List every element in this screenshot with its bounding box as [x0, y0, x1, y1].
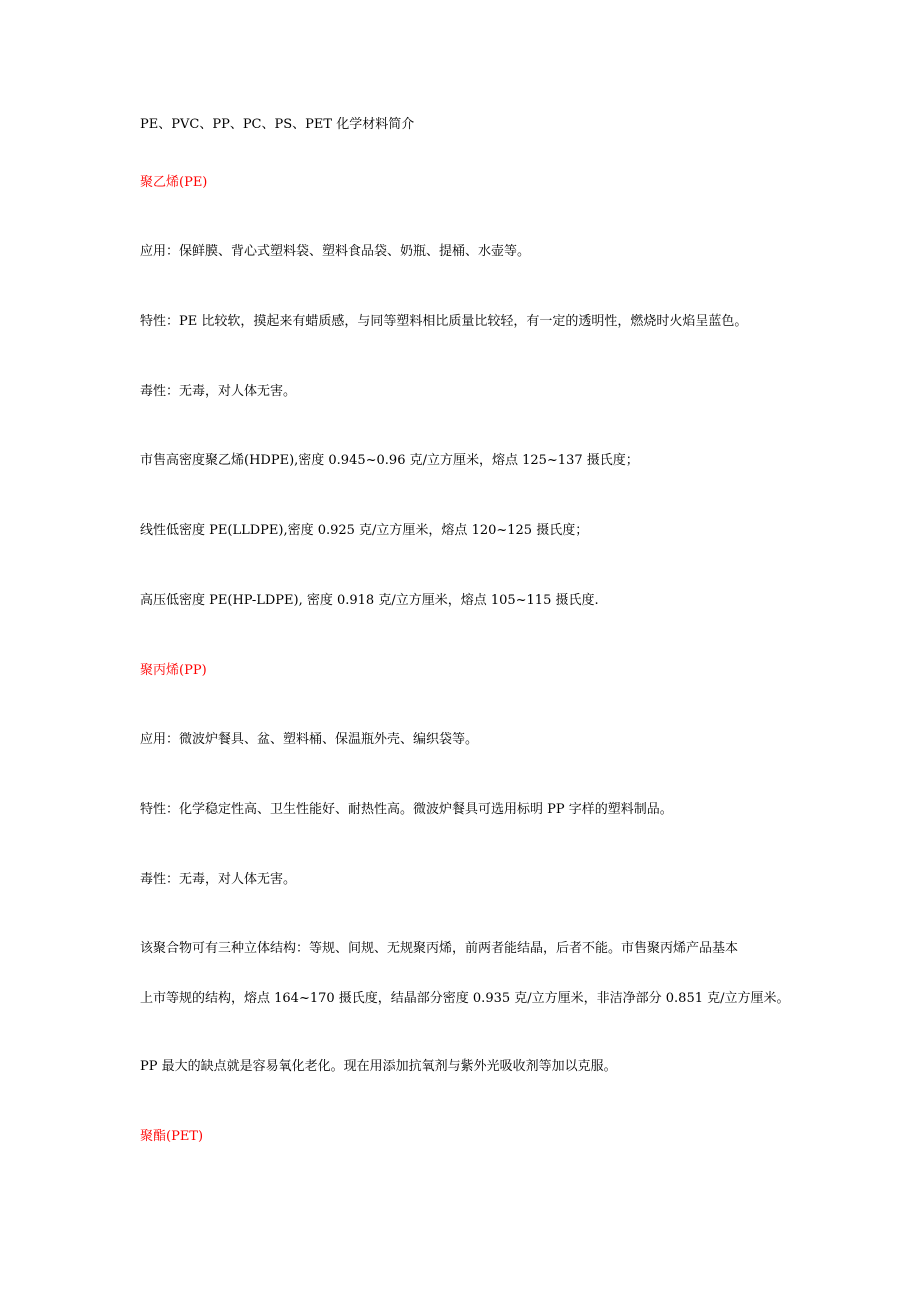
- section-heading-pp: 聚丙烯(PP): [140, 663, 207, 678]
- pp-structure-line2: 上市等规的结构，熔点 164~170 摄氏度，结晶部分密度 0.935 克/立方厘米，非洁净部分 0.851 克/立方厘米。: [140, 991, 790, 1006]
- pp-structure-line1: 该聚合物可有三种立体结构：等规、间规、无规聚丙烯，前两者能结晶，后者不能。市售聚丙烯产品基本: [140, 941, 739, 956]
- pp-drawback: PP 最大的缺点就是容易氧化老化。现在用添加抗氧剂与紫外光吸收剂等加以克服。: [140, 1059, 617, 1074]
- document-title: PE、PVC、PP、PC、PS、PET 化学材料简介: [140, 117, 415, 132]
- pe-toxicity: 毒性：无毒，对人体无害。: [140, 384, 297, 399]
- pe-hdpe: 市售高密度聚乙烯(HDPE),密度 0.945~0.96 克/立方厘米，熔点 125~137 摄氏度；: [140, 453, 639, 468]
- section-heading-pet: 聚酯(PET): [140, 1129, 204, 1144]
- pp-application: 应用：微波炉餐具、盆、塑料桶、保温瓶外壳、编织袋等。: [140, 732, 479, 747]
- pe-properties: 特性：PE 比较软，摸起来有蜡质感，与同等塑料相比质量比较轻，有一定的透明性，燃烧时火焰呈蓝色。: [140, 314, 748, 329]
- section-heading-pe: 聚乙烯(PE): [140, 175, 208, 190]
- pe-application: 应用：保鲜膜、背心式塑料袋、塑料食品袋、奶瓶、提桶、水壶等。: [140, 244, 531, 259]
- pe-hpldpe: 高压低密度 PE(HP-LDPE), 密度 0.918 克/立方厘米，熔点 105~115 摄氏度.: [140, 593, 599, 608]
- pp-toxicity: 毒性：无毒，对人体无害。: [140, 872, 297, 887]
- pe-lldpe: 线性低密度 PE(LLDPE),密度 0.925 克/立方厘米，熔点 120~125 摄氏度；: [140, 523, 589, 538]
- pp-properties: 特性：化学稳定性高、卫生性能好、耐热性高。微波炉餐具可选用标明 PP 字样的塑料制品。: [140, 802, 673, 817]
